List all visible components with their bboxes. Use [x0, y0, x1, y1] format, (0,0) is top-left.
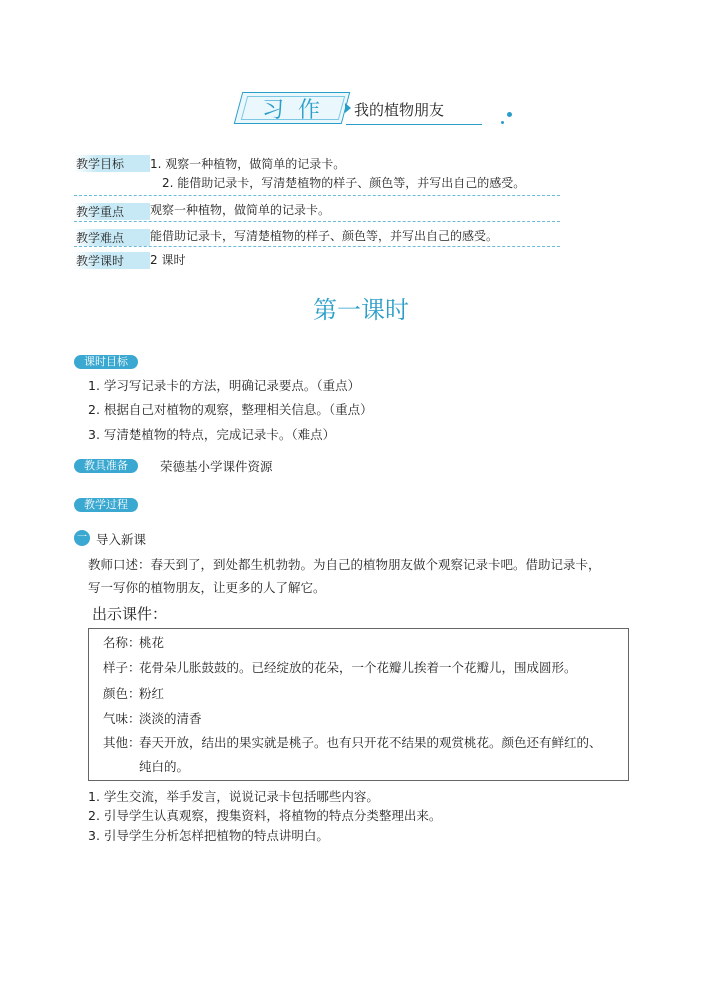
- card-row: [103, 658, 577, 676]
- card-row: [103, 684, 164, 702]
- card-row: [103, 633, 164, 651]
- card-row: [103, 757, 189, 775]
- step-paragraph: 教师口述：春天到了，到处都生机勃勃。为自己的植物朋友做个观察记录卡吧。借助记录卡，: [88, 557, 601, 572]
- info-value: 2. 能借助记录卡，写清楚植物的样子、颜色等，并写出自己的感受。: [162, 176, 526, 190]
- goal-item: 2. 根据自己对植物的观察，整理相关信息。（重点）: [88, 402, 373, 417]
- card-key: 样子：: [103, 660, 141, 675]
- card-value: 花骨朵儿胀鼓鼓的。已经绽放的花朵，一个花瓣儿挨着一个花瓣儿，围成圆形。: [139, 660, 577, 675]
- info-value: 能借助记录卡，写清楚植物的样子、颜色等，并写出自己的感受。: [150, 229, 499, 243]
- goal-item: 3. 写清楚植物的特点，完成记录卡。（难点）: [88, 427, 336, 442]
- show-courseware-label: 出示课件：: [92, 605, 168, 623]
- banner-subtitle: 我的植物朋友: [354, 101, 445, 119]
- banner-title: 习作: [262, 98, 335, 123]
- section-banner: [238, 92, 483, 128]
- card-key: 颜色：: [103, 686, 141, 701]
- divider: [74, 246, 560, 247]
- card-value: 春天开放，结出的果实就是桃子。也有只开花不结果的观赏桃花。颜色还有鲜红的、: [139, 735, 602, 750]
- lesson-title: 第一课时: [313, 296, 409, 324]
- arrow-icon: [345, 103, 351, 113]
- info-label: 教学难点: [74, 229, 150, 246]
- banner-underline: [346, 124, 482, 125]
- goals-tag: 课时目标: [74, 355, 138, 369]
- step-item: 2. 引导学生认真观察，搜集资料，将植物的特点分类整理出来。: [88, 808, 442, 823]
- info-label: 教学重点: [74, 203, 150, 220]
- card-key: 其他：: [103, 735, 141, 750]
- info-value: 2 课时: [150, 253, 186, 267]
- prep-tag: 教具准备: [74, 459, 138, 473]
- card-row: [103, 733, 602, 751]
- prep-text: 荣德基小学课件资源: [160, 459, 273, 474]
- info-value: 1. 观察一种植物，做简单的记录卡。: [150, 157, 346, 171]
- process-tag: 教学过程: [74, 498, 138, 512]
- card-value: 粉红: [139, 686, 165, 701]
- divider: [74, 195, 560, 196]
- decor-dot-icon: [507, 112, 512, 117]
- record-card: [88, 628, 629, 781]
- card-row: [103, 709, 202, 727]
- step-item: 3. 引导学生分析怎样把植物的特点讲明白。: [88, 828, 329, 843]
- card-value: 桃花: [139, 635, 165, 650]
- info-label: 教学目标: [74, 155, 150, 172]
- card-key: 名称：: [103, 635, 141, 650]
- step-number-badge: 一: [74, 530, 90, 546]
- decor-dot-icon: [501, 121, 504, 124]
- step-title: 导入新课: [96, 532, 147, 547]
- info-label: 教学课时: [74, 252, 150, 269]
- step-paragraph: 写一写你的植物朋友，让更多的人了解它。: [88, 580, 326, 595]
- goal-item: 1. 学习写记录卡的方法，明确记录要点。（重点）: [88, 378, 361, 393]
- divider: [74, 221, 560, 222]
- card-value: 淡淡的清香: [139, 711, 202, 726]
- info-value: 观察一种植物，做简单的记录卡。: [150, 203, 331, 217]
- step-item: 1. 学生交流，举手发言，说说记录卡包括哪些内容。: [88, 789, 379, 804]
- card-key: 气味：: [103, 711, 141, 726]
- card-value: 纯白的。: [139, 759, 190, 774]
